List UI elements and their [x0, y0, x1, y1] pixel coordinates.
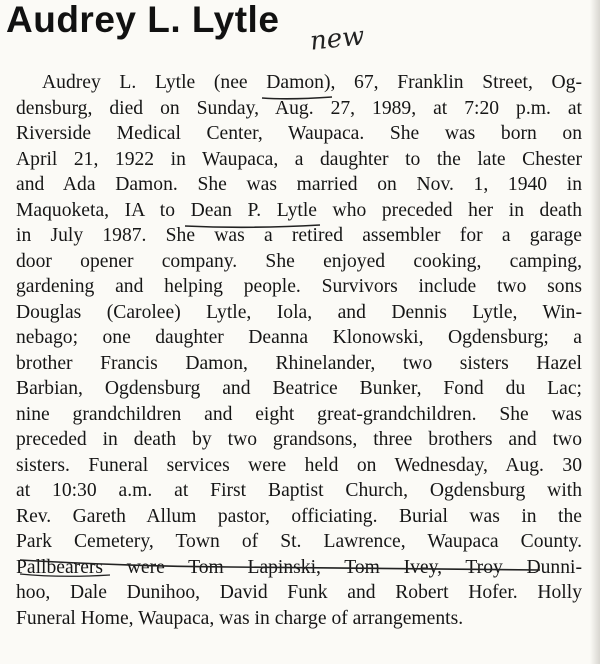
- text-line: sisters. Funeral services were held on Wednesday, Aug. 30: [16, 454, 582, 476]
- text-line: Park Cemetery, Town of St. Lawrence, Waupaca County.: [16, 531, 582, 552]
- text-line: Barbian, Ogdensburg and Beatrice Bunker, Fond du Lac;: [16, 378, 582, 399]
- text-line: preceded in death by two grandsons, three brothers and two: [16, 429, 582, 450]
- text-line: brother Francis Damon, Rhinelander, two sisters Hazel: [16, 352, 582, 374]
- handwritten-note: new: [308, 21, 366, 57]
- text-line: Riverside Medical Center, Waupaca. She was born on: [16, 123, 582, 144]
- text-line: and Ada Damon. She was married on Nov. 1, 1940 in: [16, 174, 582, 195]
- text-line: gardening and helping people. Survivors include two sons: [16, 276, 582, 297]
- obituary-headline: Audrey L. Lytle: [6, 0, 280, 40]
- text-line: densburg, died on Sunday, Aug. 27, 1989, at 7:20 p.m. at: [16, 97, 582, 119]
- text-line: Rev. Gareth Allum pastor, officiating. Burial was in the: [16, 505, 582, 527]
- text-line: in July 1987. She was a retired assembler for a garage: [16, 225, 582, 246]
- text-line: Funeral Home, Waupaca, was in charge of arrangements.: [16, 607, 464, 629]
- text-line: April 21, 1922 in Waupaca, a daughter to the late Chester: [16, 148, 582, 170]
- text-line: nebago; one daughter Deanna Klonowski, Ogdensburg; a: [16, 327, 582, 348]
- text-line: nine grandchildren and eight great-grandchildren. She was: [16, 403, 582, 425]
- text-line: Audrey L. Lytle (nee Damon), 67, Franklin Street, Og-: [42, 72, 582, 93]
- text-line: Maquoketa, IA to Dean P. Lytle who preceded her in death: [16, 199, 582, 221]
- paper-edge-shadow: [590, 0, 600, 664]
- text-line: at 10:30 a.m. at First Baptist Church, Ogdensburg with: [16, 480, 582, 501]
- text-line: hoo, Dale Dunihoo, David Funk and Robert Hofer. Holly: [16, 582, 582, 603]
- text-line: Douglas (Carolee) Lytle, Iola, and Dennis Lytle, Win-: [16, 301, 582, 323]
- text-line: Pallbearers were Tom Lapinski, Tom Ivey, Troy Dunni-: [16, 556, 582, 578]
- obituary-body: [16, 70, 582, 631]
- text-line: door opener company. She enjoyed cooking, camping,: [16, 250, 582, 272]
